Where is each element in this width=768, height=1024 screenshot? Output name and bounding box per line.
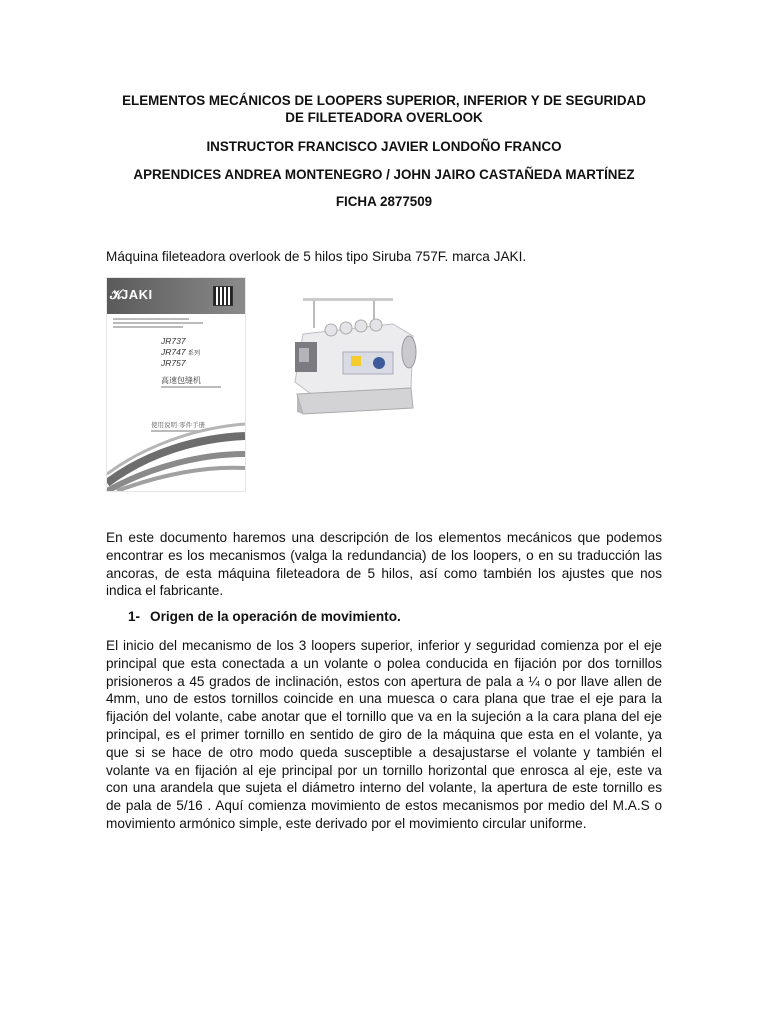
overlock-machine-image [283,296,423,426]
instructor-line: INSTRUCTOR FRANCISCO JAVIER LONDOÑO FRANCO [206,139,562,154]
manual-title-cn: 高速包缝机 [161,376,201,385]
apprentices-line: APRENDICES ANDREA MONTENEGRO / JOHN JAIRO CASTAÑEDA MARTÍNEZ [133,167,635,182]
document-title [100,92,668,126]
paragraph-mechanism: El inicio del mecanismo de los 3 loopers superior, inferior y seguridad comienza por el eje principal que esta conectada a un volante o polea conducida en fijación por dos tornillos prisioneros a 45 grados de inclinación, estos con apertura de pala a ¼ o por llave allen de 4mm, uno de estos tornillos coincide en una muesca o cara plana que trae el eje para la fijación del volante, cabe anotar que el tornillo que va en la sujeción a la cara plana del eje principal, es el primer tornillo en sentido de giro de la máquina que esta en el volante, ya que si se hace de otro modo queda susceptible a desajustarse el volante y también el volante va en fijación al eje principal por un tornillo horizontal que enrosca al eje, este va con una arandela que sujeta el diámetro interno del volante, la apertura de este tornillo es de pala de 5/16 . Aquí comienza movimiento de estos mecanismos por medio del M.A.S o movimiento armónico simple, este derivado por el movimiento circular uniforme. [106,638,662,831]
title-line-2: DE FILETEADORA OVERLOOK [285,110,483,125]
paragraph-introduction: En este documento haremos una descripción de los elementos mecánicos que podemos encontrar es los mecanismos (valga la redundancia) de los loopers, o en su traducción las ancoras, de esta máquina fileteadora de 5 hilos, así como también los ajustes que nos indica el fabricante. [106,530,662,599]
intro-text: Máquina fileteadora overlook de 5 hilos tipo Siruba 757F. marca JAKI. [106,249,527,264]
section-1-heading [128,609,401,624]
jaki-logo-icon: 𝒦 [110,287,123,302]
title-line-1: ELEMENTOS MECÁNICOS DE LOOPERS SUPERIOR, INFERIOR Y DE SEGURIDAD [122,93,646,108]
manual-brand: JAKI [121,287,153,302]
manual-swoosh-graphic [107,278,245,491]
manual-model-1: JR737 [161,336,186,346]
ficha-line: FICHA 2877509 [335,194,433,209]
manual-model-2: JR747 系列 [161,347,200,357]
manual-instructions-cn: 使用说明·零件手册 [151,422,206,429]
manual-cover-image [106,277,246,492]
manual-series-cn: 系列 [187,351,200,357]
section-1-title: Origen de la operación de movimiento. [150,609,401,624]
section-1-number: 1- [128,609,141,624]
manual-model-3: JR757 [161,358,186,368]
